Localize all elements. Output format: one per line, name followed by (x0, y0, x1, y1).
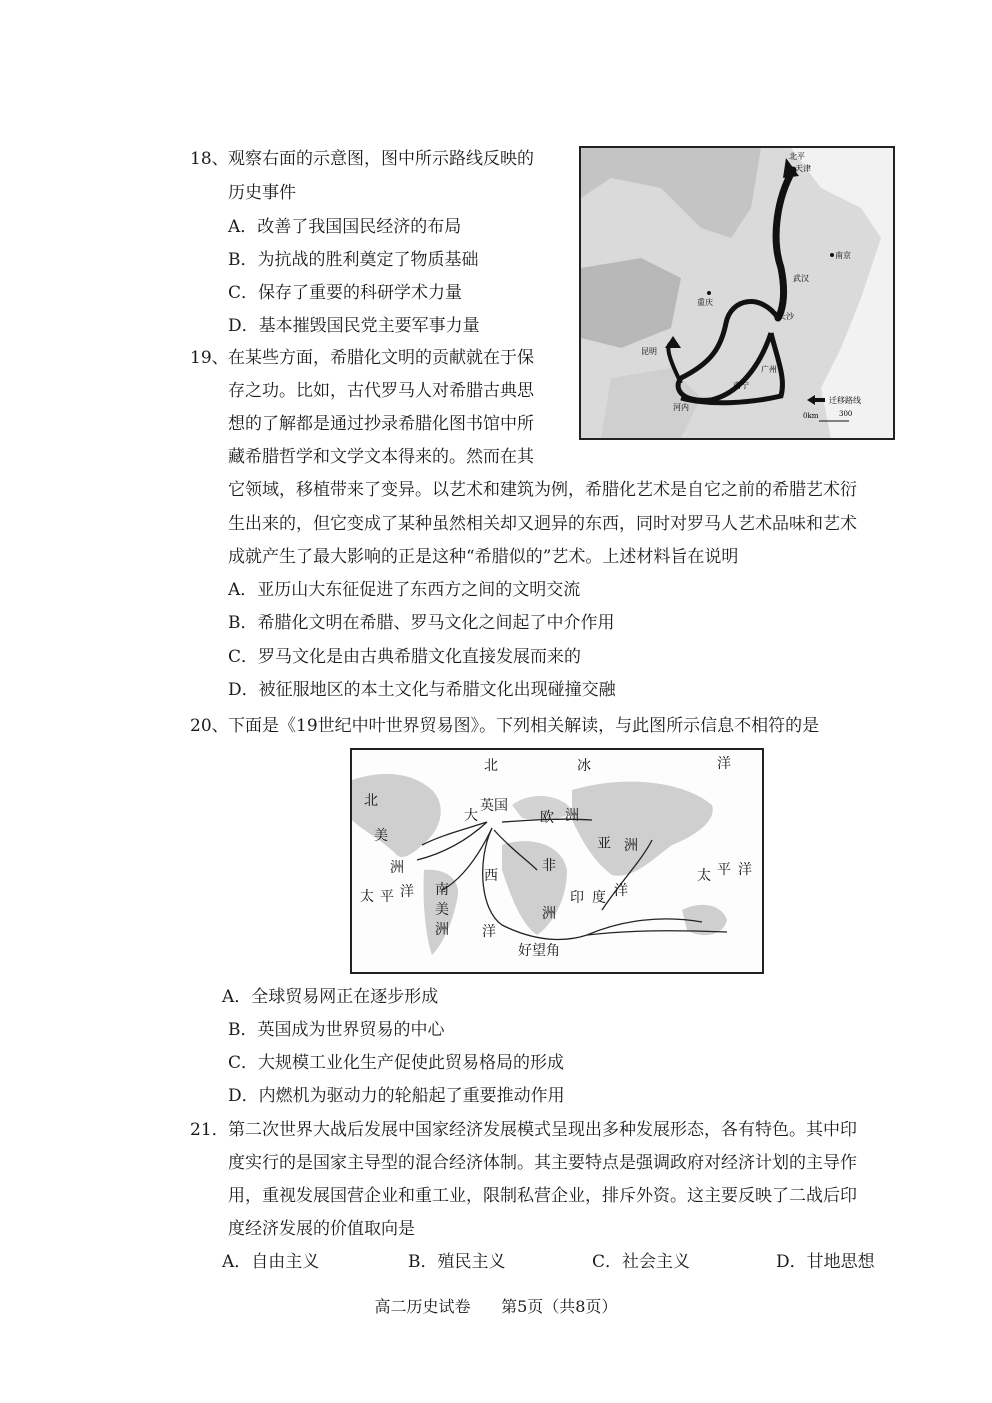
q19-option-d: D．被征服地区的本土文化与希腊文化出现碰撞交融 (228, 680, 616, 700)
map-label-zhou-africa: 洲 (542, 907, 556, 922)
q18-number: 18、 (190, 149, 229, 169)
map-city-guangzhou: 广州 (761, 365, 777, 374)
map-city-chongqing: 重庆 (697, 298, 713, 307)
map-label-xi: 西 (484, 869, 498, 884)
map-label-ya: 亚 (597, 837, 611, 852)
q19-number: 19、 (190, 348, 229, 368)
map-label-bei-arctic: 北 (484, 759, 498, 774)
map-label-ping-pacific-east: 平 (717, 863, 731, 878)
map-label-yang-indian: 洋 (614, 884, 628, 899)
map-label-tai-pacific-east: 太 (697, 869, 711, 884)
q18-option-c: C．保存了重要的科研学术力量 (228, 283, 463, 303)
map-label-yin: 印 (570, 891, 584, 906)
q19-stem-line-7: 成就产生了最大影响的正是这种“希腊似的”艺术。上述材料旨在说明 (228, 547, 739, 567)
q21-option-b: B．殖民主义 (408, 1252, 506, 1272)
q18-option-b: B．为抗战的胜利奠定了物质基础 (228, 250, 479, 270)
q21-stem-line-4: 度经济发展的价值取向是 (228, 1219, 415, 1239)
q19-option-a: A．亚历山大东征促进了东西方之间的文明交流 (228, 580, 581, 600)
q18-migration-map (579, 146, 895, 440)
map-label-zhou-na: 洲 (390, 861, 404, 876)
q20-world-trade-map (350, 748, 764, 974)
q19-stem-line-2: 存之功。比如，古代罗马人对希腊古典思 (228, 381, 534, 401)
map-label-zhou-europe: 洲 (565, 809, 579, 824)
map-city-nanning: 南宁 (733, 381, 749, 390)
q21-stem-line-3: 用，重视发展国营企业和重工业，限制私营企业，排斥外资。这主要反映了二战后印 (228, 1186, 857, 1206)
q19-stem-line-5: 它领域，移植带来了变异。以艺术和建筑为例，希腊化艺术是自它之前的希腊艺术衍 (228, 480, 857, 500)
q21-option-d: D．甘地思想 (776, 1252, 875, 1272)
map-label-da: 大 (464, 809, 478, 824)
map-city-changsha: 长沙 (778, 312, 794, 321)
map-city-kunming: 昆明 (641, 347, 657, 356)
q20-option-b: B．英国成为世界贸易的中心 (228, 1020, 445, 1040)
map-label-bei-na: 北 (364, 794, 378, 809)
map-label-yang-pacific-west: 洋 (400, 885, 414, 900)
map-scale-zero: 0km (803, 412, 819, 420)
q21-stem-line-1: 第二次世界大战后发展中国家经济发展模式呈现出多种发展形态，各有特色。其中印 (228, 1120, 857, 1140)
map-label-fei: 非 (542, 859, 556, 874)
q20-stem: 下面是《19世纪中叶世界贸易图》。下列相关解读，与此图所示信息不相符的是 (228, 716, 820, 736)
map-label-du: 度 (592, 891, 606, 906)
map-label-mei-sa: 美 (435, 903, 449, 918)
map-legend-route: 迁移路线 (829, 396, 861, 405)
q18-option-a: A．改善了我国国民经济的布局 (228, 217, 462, 237)
map-label-tai-pacific-west: 太 (360, 890, 374, 905)
map-label-nan: 南 (435, 883, 449, 898)
map-label-bing: 冰 (577, 759, 591, 774)
q19-option-b: B．希腊化文明在希腊、罗马文化之间起了中介作用 (228, 613, 615, 633)
q21-option-c: C．社会主义 (592, 1252, 691, 1272)
q21-number: 21． (190, 1120, 229, 1140)
map-label-yang-arctic: 洋 (717, 757, 731, 772)
map-scale-300: 300 (839, 410, 853, 418)
map-label-cape-good-hope: 好望角 (518, 944, 560, 959)
q19-stem-line-1: 在某些方面，希腊化文明的贡献就在于保 (228, 348, 534, 368)
map-city-hanoi: 河内 (673, 403, 689, 412)
q19-stem-line-6: 生出来的，但它变成了某种虽然相关却又迥异的东西，同时对罗马人艺术品味和艺术 (228, 514, 857, 534)
q20-option-a: A．全球贸易网正在逐步形成 (222, 987, 439, 1007)
q21-stem-line-2: 度实行的是国家主导型的混合经济体制。其主要特点是强调政府对经济计划的主导作 (228, 1153, 857, 1173)
q20-option-c: C．大规模工业化生产促使此贸易格局的形成 (228, 1053, 565, 1073)
q20-number: 20、 (190, 716, 229, 736)
q21-option-a: A．自由主义 (222, 1252, 320, 1272)
q18-option-d: D．基本摧毁国民党主要军事力量 (228, 316, 480, 336)
map-label-yang-pacific-east: 洋 (738, 863, 752, 878)
page-footer: 高二历史试卷 第5页（共8页） (374, 1297, 618, 1316)
map-city-nanjing: 南京 (835, 251, 851, 260)
map-label-yang-atlantic: 洋 (482, 925, 496, 940)
q18-stem-line-2: 历史事件 (228, 183, 296, 203)
map-label-mei-na: 美 (374, 829, 388, 844)
q19-stem-line-3: 想的了解都是通过抄录希腊化图书馆中所 (228, 414, 534, 434)
map-city-beiping: 北平 (789, 152, 805, 161)
map-label-zhou-sa: 洲 (435, 923, 449, 938)
q20-option-d: D．内燃机为驱动力的轮船起了重要推动作用 (228, 1086, 565, 1106)
map-label-britain: 英国 (480, 799, 508, 814)
map-label-ping-pacific-west: 平 (380, 890, 394, 905)
map-label-zhou-asia: 洲 (624, 839, 638, 854)
q19-stem-line-4: 藏希腊哲学和文学文本得来的。然而在其 (228, 447, 534, 467)
q19-option-c: C．罗马文化是由古典希腊文化直接发展而来的 (228, 647, 582, 667)
map-city-wuhan: 武汉 (793, 274, 809, 283)
q18-stem-line-1: 观察右面的示意图，图中所示路线反映的 (228, 149, 534, 169)
map-label-ou: 欧 (540, 811, 554, 826)
map-city-tianjin: 天津 (795, 164, 811, 173)
